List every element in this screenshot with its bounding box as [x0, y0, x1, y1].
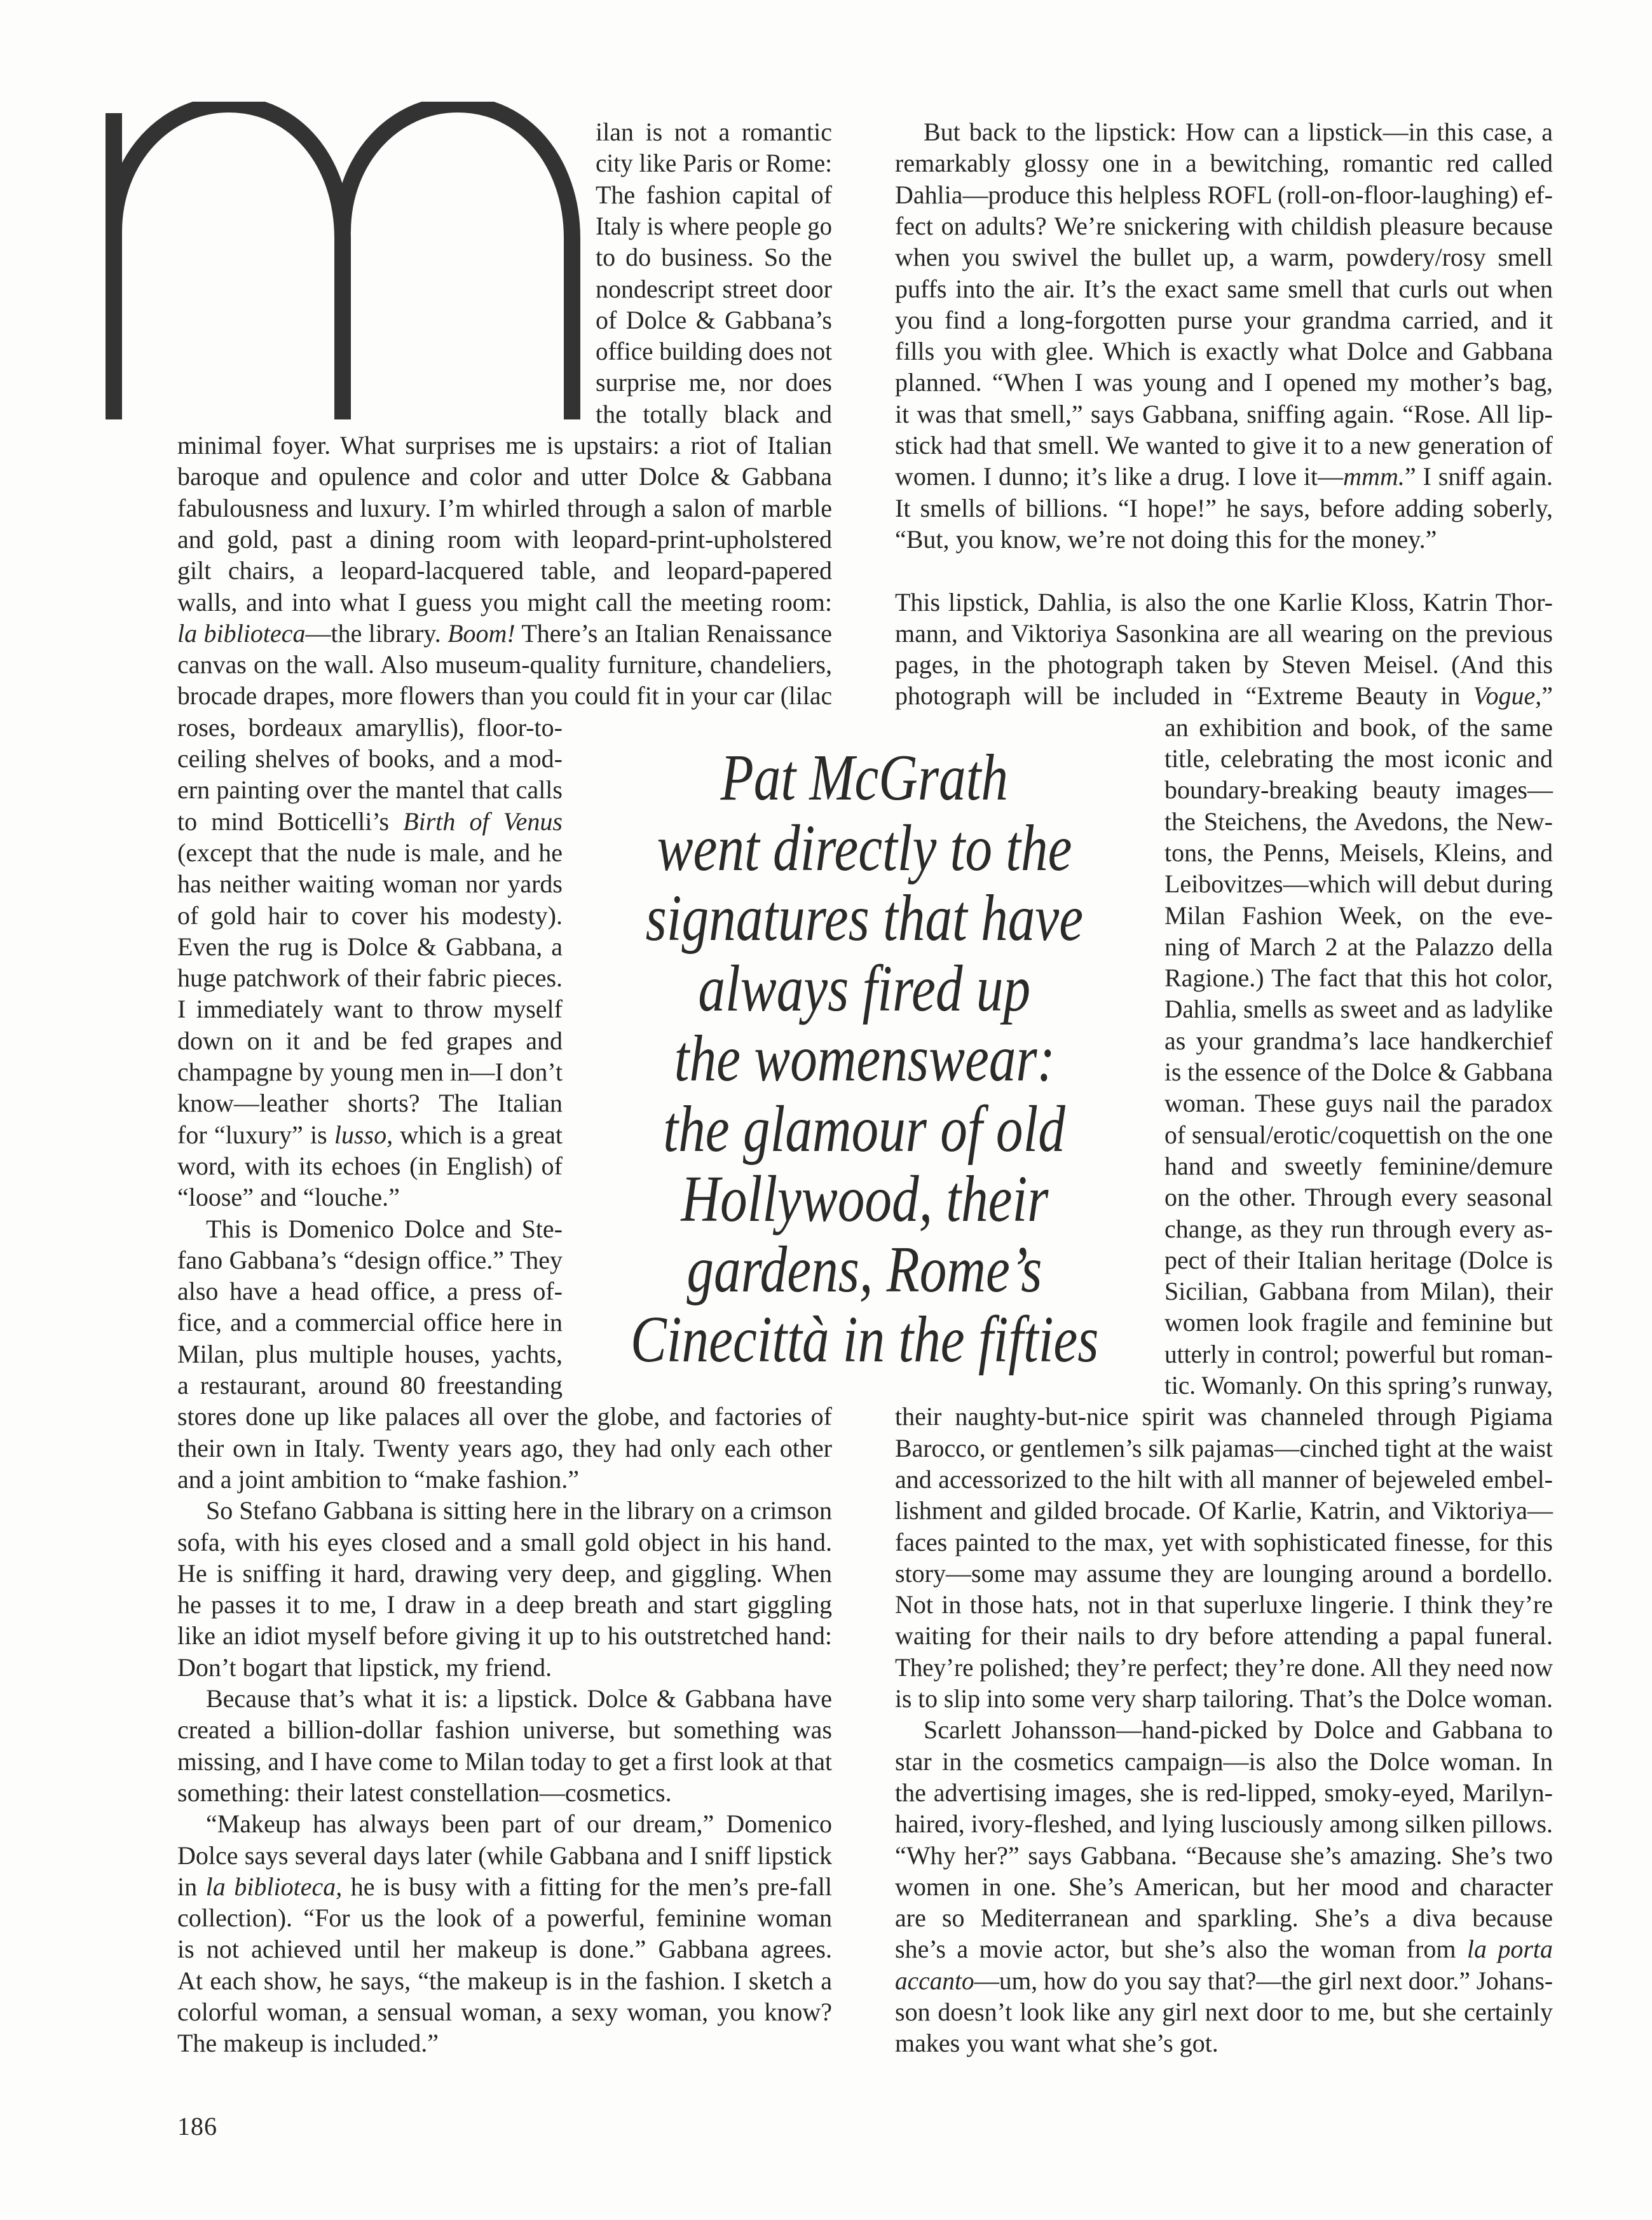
pull-quote [572, 743, 1157, 1375]
text-line: pect of their Italian heritage (Dolce is [1164, 1245, 1553, 1274]
text-line: Dahlia, smells as sweet and as ladylike [1164, 995, 1553, 1024]
text-line: their naughty-but-nice spirit was channeled through Pigiama [895, 1402, 1553, 1431]
text-line: Ragione.) The fact that this hot color, [1164, 964, 1553, 993]
text-line: waiting for their nails to dry before attending a papal funeral. [895, 1621, 1553, 1651]
pull-quote-text: Cinecittà in the fifties [630, 1303, 1099, 1376]
text-line: change, as they run through every as- [1164, 1214, 1553, 1243]
text-line: is the essence of the Dolce & Gabbana [1164, 1058, 1553, 1086]
text-line: collection). “For us the look of a powerful, feminine woman [177, 1903, 832, 1933]
text-line: nondescript street door [596, 274, 832, 303]
text-line: you find a long-forgotten purse your grandma carried, and it [895, 305, 1553, 334]
text-line: tons, the Penns, Meisels, Kleins, and [1164, 838, 1553, 867]
text-line: Leibovitzes—which will debut during [1164, 869, 1553, 899]
text-line [177, 1871, 832, 1902]
text-line: “loose” and “louche.” [177, 1183, 400, 1212]
text-line: fect on adults? We’re snickering with childish pleasure because [895, 211, 1553, 240]
italic-text: lusso, [334, 1120, 393, 1149]
text-line: walls, and into what I guess you might call the meeting room: [177, 587, 832, 616]
text-line [895, 1965, 1553, 1996]
text-line [895, 680, 1553, 711]
text-segment: he is busy with a fitting for the men’s pre-fall [342, 1872, 832, 1901]
text-line: and gold, past a dining room with leopard-print-upholstered [177, 524, 832, 554]
text-line: Scarlett Johansson—hand-picked by Dolce and Gabbana to [924, 1715, 1553, 1745]
text-line: office building does not [596, 337, 832, 366]
text-line: of sensual/erotic/coquettish on the one [1164, 1120, 1553, 1149]
text-line: surprise me, nor does [596, 368, 832, 397]
text-line: Barocco, or gentlemen’s silk pajamas—cinched tight at the waist [895, 1433, 1553, 1462]
pull-quote-text: gardens, Rome’s [686, 1232, 1042, 1306]
text-segment: photograph will be included in “Extreme Beauty in [895, 681, 1473, 711]
text-line: haired, ivory-fleshed, and lying lusciously among silken pillows. [895, 1809, 1553, 1839]
text-line: and accessorized to the hilt with all manner of bejeweled embel- [895, 1464, 1553, 1494]
text-line: “But, you know, we’re not doing this for the money.” [895, 524, 1437, 554]
pull-quote-text: Hollywood, their [681, 1162, 1048, 1236]
text-line: stores done up like palaces all over the globe, and factories of [177, 1402, 832, 1431]
text-segment: she’s a movie actor, but she’s also the woman from [895, 1935, 1467, 1964]
text-line: utterly in control; powerful but roman- [1164, 1339, 1553, 1368]
text-line: is to slip into some very sharp tailoring. That’s the Dolce woman. [895, 1684, 1553, 1713]
text-line: ning of March 2 at the Palazzo della [1164, 932, 1553, 961]
italic-text: mmm. [1343, 462, 1405, 491]
text-line: canvas on the wall. Also museum-quality furniture, chandeliers, [177, 650, 832, 679]
text-line: star in the cosmetics campaign—is also the Dolce woman. In [895, 1747, 1553, 1776]
pull-quote-line [572, 743, 1157, 814]
text-line [177, 618, 832, 649]
text-line: pages, in the photograph taken by Steven Meisel. (And this [895, 650, 1553, 679]
text-line: something: their latest constellation—cosmetics. [177, 1778, 672, 1807]
text-line: of Dolce & Gabbana’s [596, 305, 832, 334]
text-line: This is Domenico Dolce and Ste- [206, 1214, 563, 1243]
text-line: Because that’s what it is: a lipstick. Dolce & Gabbana have [206, 1684, 832, 1713]
text-line: when you swivel the bullet up, a warm, powdery/rosy smell [895, 243, 1553, 272]
drop-cap-m [102, 102, 591, 419]
text-line: remarkably glossy one in a bewitching, romantic red called [895, 149, 1553, 178]
text-line: the advertising images, she is red-lipped, smoky-eyed, Marilyn- [895, 1778, 1553, 1807]
text-line: It smells of billions. “I hope!” he says, before adding soberly, [895, 493, 1553, 522]
text-line: woman. These guys nail the paradox [1164, 1089, 1553, 1118]
text-line: Even the rug is Dolce & Gabbana, a [177, 932, 563, 961]
pull-quote-line [572, 951, 1157, 1025]
text-line: word, with its echoes (in English) of [177, 1151, 563, 1180]
text-line: The makeup is included.” [177, 2029, 439, 2058]
italic-text: Boom! [447, 618, 515, 648]
text-line: their own in Italy. Twenty years ago, they had only each other [177, 1433, 832, 1462]
text-line: ern painting over the mantel that calls [177, 775, 563, 805]
text-line: the totally black and [596, 399, 832, 428]
text-line: of gold hair to cover his modesty). [177, 901, 563, 930]
text-line: baroque and opulence and color and utter Dolce & Gabbana [177, 462, 832, 491]
text-line: mann, and Viktoriya Sasonkina are all wearing on the previous [895, 618, 1553, 648]
text-line: as your grandma’s lace handkerchief [1164, 1026, 1553, 1055]
text-line: are so Mediterranean and sparkling. She’s a diva because [895, 1903, 1553, 1933]
text-line: The fashion capital of [596, 180, 832, 209]
text-line: They’re polished; they’re perfect; they’re done. All they need now [895, 1652, 1553, 1682]
text-segment: —um, how do you say that?—the girl next door.” Johans- [974, 1966, 1553, 1995]
pull-quote-text: the glamour of old [663, 1092, 1066, 1166]
text-line: it was that smell,” says Gabbana, sniffing again. “Rose. All lip- [895, 399, 1553, 428]
text-line: puffs into the air. It’s the exact same smell that curls out when [895, 274, 1553, 303]
text-line: brocade drapes, more flowers than you could fit in your car (lilac [177, 681, 832, 711]
text-line: on the other. Through every seasonal [1164, 1183, 1553, 1212]
text-line: an exhibition and book, of the same [1164, 712, 1553, 742]
text-line: I immediately want to throw myself [177, 995, 563, 1024]
pull-quote-line [572, 1164, 1157, 1235]
text-segment: which is a great [393, 1120, 563, 1149]
pull-quote-line [572, 1094, 1157, 1165]
text-line: a restaurant, around 80 freestanding [177, 1371, 563, 1399]
text-segment: ” I sniff again. [1404, 462, 1553, 491]
text-segment: women. I dunno; it’s like a drug. I love it— [895, 462, 1344, 491]
text-line: At each show, he says, “the makeup is in the fashion. I sketch a [177, 1966, 832, 1995]
text-line: also have a head office, a press of- [177, 1277, 563, 1306]
text-line: This lipstick, Dahlia, is also the one Karlie Kloss, Katrin Thor- [895, 587, 1553, 616]
text-line: roses, bordeaux amaryllis), floor-to- [177, 712, 563, 742]
text-line [895, 1933, 1553, 1965]
text-line: Dahlia—produce this helpless ROFL (roll-on-floor-laughing) ef- [895, 180, 1553, 209]
pull-quote-text: went directly to the [657, 811, 1072, 885]
text-line: Sicilian, Gabbana from Milan), their [1164, 1277, 1553, 1306]
italic-text: Birth of Venus [403, 807, 563, 836]
text-line: fice, and a commercial office here in [177, 1308, 563, 1337]
text-line: created a billion-dollar fashion universe, but something was [177, 1715, 832, 1745]
text-line: ceiling shelves of books, and a mod- [177, 744, 563, 773]
text-segment: —the library. [305, 618, 448, 648]
text-line: Dolce says several days later (while Gabbana and I sniff lipstick [177, 1841, 832, 1870]
text-line: minimal foyer. What surprises me is upstairs: a riot of Italian [177, 431, 832, 460]
text-line: women look fragile and feminine but [1164, 1308, 1553, 1337]
text-line: (except that the nude is male, and he [177, 838, 563, 867]
text-line: son doesn’t look like any girl next door to me, but she certainly [895, 1998, 1553, 2026]
text-segment: to mind Botticelli’s [177, 807, 404, 836]
pull-quote-line [572, 1024, 1157, 1094]
text-line: fano Gabbana’s “design office.” They [177, 1245, 563, 1274]
text-line: down on it and be fed grapes and [177, 1026, 563, 1055]
text-line: to do business. So the [596, 243, 832, 272]
text-segment: for “luxury” is [177, 1120, 334, 1149]
text-line: So Stefano Gabbana is sitting here in the library on a crimson [206, 1496, 832, 1525]
text-line: Don’t bogart that lipstick, my friend. [177, 1652, 552, 1682]
text-line: “Why her?” says Gabbana. “Because she’s amazing. She’s two [895, 1841, 1553, 1870]
italic-text: la porta [1466, 1935, 1553, 1964]
text-line: faces painted to the max, yet with sophisticated finesse, for this [895, 1527, 1553, 1556]
text-line: and a joint ambition to “make fashion.” [177, 1464, 580, 1494]
text-line: city like Paris or Rome: [596, 149, 832, 178]
text-segment: There’s an Italian Renaissance [515, 618, 833, 648]
pull-quote-text: the womenswear: [674, 1022, 1055, 1095]
text-line: title, celebrating the most iconic and [1164, 744, 1553, 773]
text-line: But back to the lipstick: How can a lipstick—in this case, a [924, 118, 1553, 146]
pull-quote-line [572, 1232, 1157, 1306]
text-line: ilan is not a romantic [596, 118, 832, 146]
text-line: stick had that smell. We wanted to give it to a new generation of [895, 431, 1553, 460]
text-line: champagne by young men in—I don’t [177, 1058, 563, 1086]
text-line [177, 1119, 563, 1150]
text-line: Milan Fashion Week, on the eve- [1164, 901, 1553, 930]
text-line: fills you with glee. Which is exactly what Dolce and Gabbana [895, 337, 1553, 366]
text-line: boundary-breaking beauty images— [1164, 775, 1553, 805]
italic-text: accanto [895, 1966, 974, 1995]
text-line: women in one. She’s American, but her mood and character [895, 1872, 1553, 1901]
text-line: He is sniffing it hard, drawing very deep, and giggling. When [177, 1558, 832, 1588]
pull-quote-line [572, 1305, 1157, 1375]
page-number: 186 [177, 2112, 217, 2141]
italic-text: Vogue, [1473, 681, 1542, 711]
pull-quote-text: Pat McGrath [720, 741, 1009, 814]
italic-text: la biblioteca, [205, 1872, 343, 1901]
text-line: the Steichens, the Avedons, the New- [1164, 807, 1553, 836]
text-line: story—some may assume they are lounging around a bordello. [895, 1558, 1553, 1588]
text-line: tic. Womanly. On this spring’s runway, [1164, 1371, 1553, 1399]
text-line: Not in those hats, not in that superluxe lingerie. I think they’re [895, 1590, 1553, 1619]
text-line: hand and sweetly feminine/demure [1164, 1151, 1553, 1180]
text-line: missing, and I have come to Milan today to get a first look at that [177, 1747, 832, 1776]
text-line: gilt chairs, a leopard-lacquered table, and leopard-papered [177, 556, 832, 585]
text-line: makes you want what she’s got. [895, 2029, 1219, 2058]
text-line: sofa, with his eyes closed and a small gold object in his hand. [177, 1527, 832, 1556]
pull-quote-line [572, 883, 1157, 954]
text-line [895, 461, 1553, 492]
text-segment: ” [1541, 681, 1553, 711]
text-line: he passes it to me, I draw in a deep breath and start giggling [177, 1590, 832, 1619]
text-line: has neither waiting woman nor yards [177, 869, 563, 899]
pull-quote-text: signatures that have [645, 882, 1084, 955]
text-line: planned. “When I was young and I opened my mother’s bag, [895, 368, 1553, 397]
text-line: is not achieved until her makeup is done.” Gabbana agrees. [177, 1935, 832, 1964]
text-segment: in [177, 1872, 206, 1901]
text-line: lishment and gilded brocade. Of Karlie, Katrin, and Viktoriya— [895, 1496, 1553, 1525]
text-line: Milan, plus multiple houses, yachts, [177, 1339, 563, 1368]
text-line: know—leather shorts? The Italian [177, 1089, 563, 1118]
text-line [177, 806, 563, 837]
text-line: huge patchwork of their fabric pieces. [177, 964, 563, 993]
text-line: like an idiot myself before giving it up to his outstretched hand: [177, 1621, 832, 1651]
italic-text: la biblioteca [177, 618, 306, 648]
text-line: fabulousness and luxury. I’m whirled through a salon of marble [177, 493, 832, 522]
text-line: “Makeup has always been part of our dream,” Domenico [206, 1809, 832, 1839]
text-line: colorful woman, a sensual woman, a sexy woman, you know? [177, 1998, 832, 2026]
text-line: Italy is where people go [596, 211, 832, 240]
pull-quote-line [572, 811, 1157, 885]
pull-quote-text: always fired up [698, 951, 1031, 1025]
